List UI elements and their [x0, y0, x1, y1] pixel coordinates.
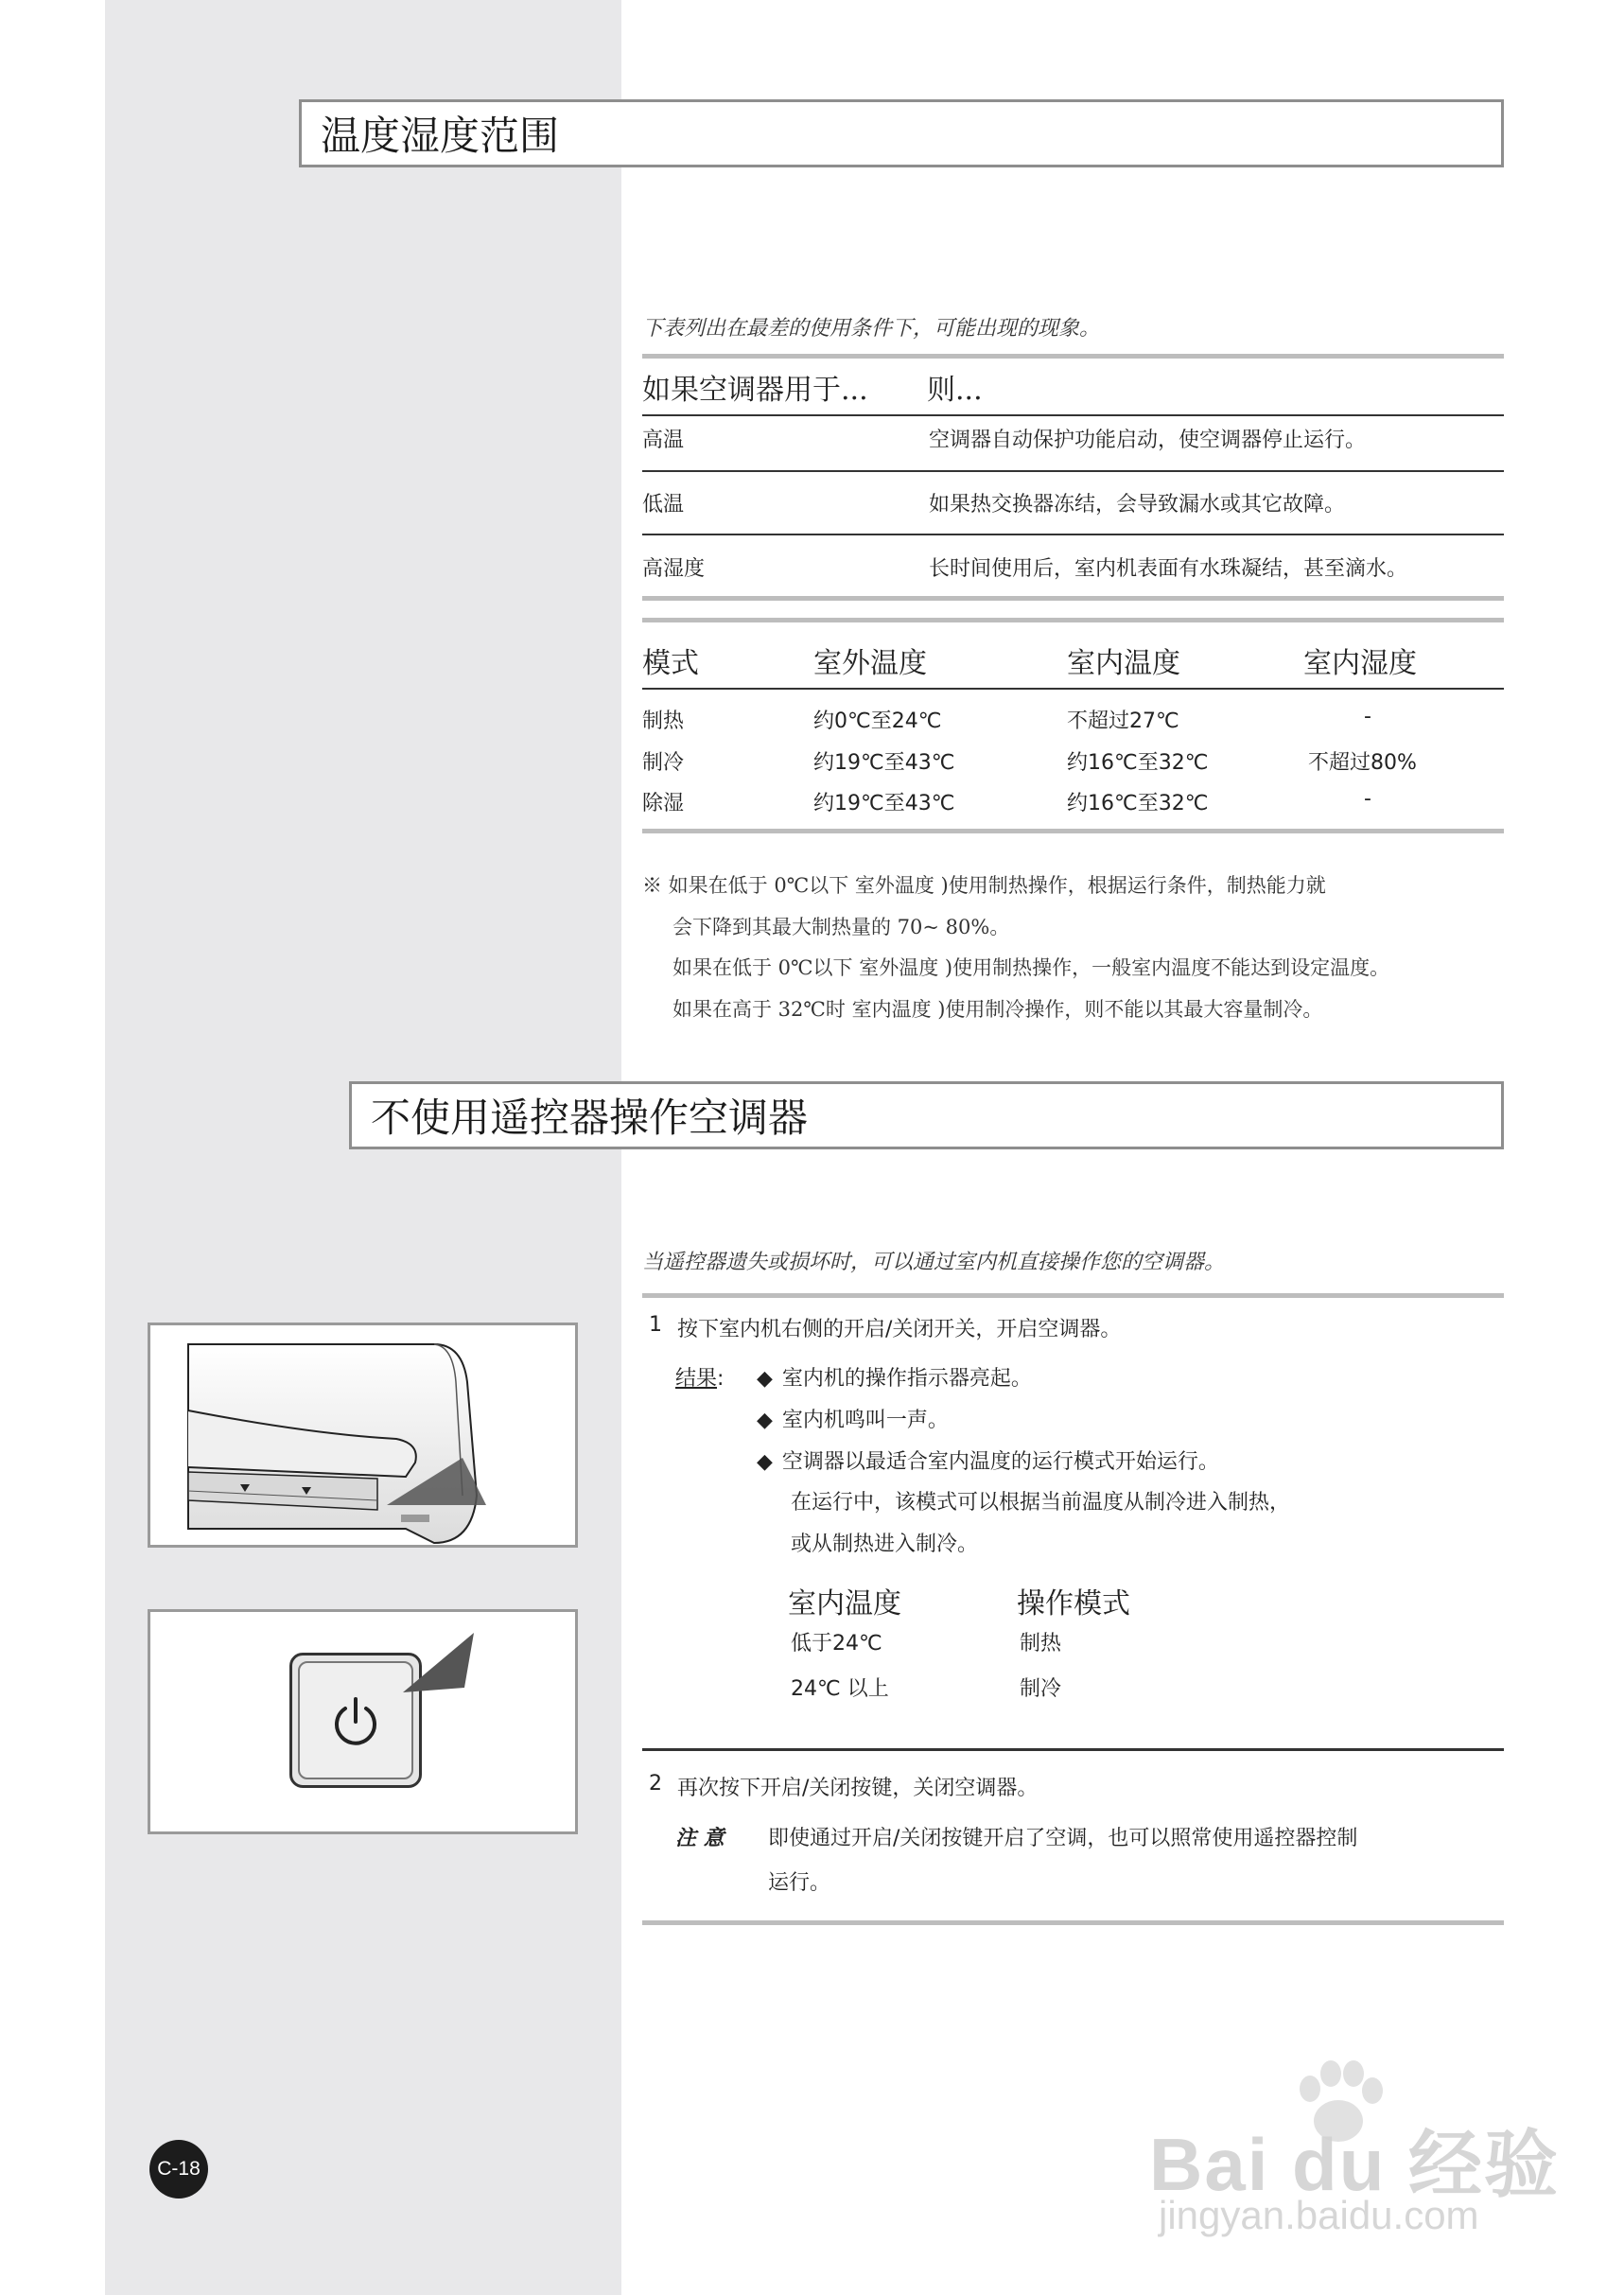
step2-top-rule: [642, 1748, 1504, 1751]
table2-cell: -: [1364, 787, 1371, 811]
section-intro: 当遥控器遗失或损坏时，可以通过室内机直接操作您的空调器。: [642, 1251, 1226, 1274]
table2-cell: 约19℃至43℃: [813, 751, 955, 775]
pointer-arrow-icon: [389, 1631, 483, 1726]
step2-text: 再次按下开启/关闭按键，关闭空调器。: [677, 1777, 1039, 1800]
result-bullet-text: 空调器以最适合室内温度的运行模式开始运行。: [781, 1450, 1219, 1474]
note-line: 如果在低于 0℃以下 室外温度 )使用制热操作，一般室内温度不能达到设定温度。: [672, 956, 1390, 979]
step2-number: 2: [649, 1772, 662, 1796]
table2-header: 模式: [642, 647, 699, 680]
table2-cell: -: [1364, 705, 1371, 728]
table1-cell: 低温: [642, 493, 685, 517]
step1-number: 1: [649, 1313, 662, 1337]
section-title: 不使用遥控器操作空调器: [371, 1095, 809, 1141]
bullet-diamond-icon: ◆: [757, 1367, 773, 1391]
note-line: 即使通过开启/关闭按键开启了空调，也可以照常使用遥控器控制: [768, 1827, 1358, 1850]
table2-header-rule: [642, 688, 1504, 690]
mode-table-header: 操作模式: [1017, 1587, 1130, 1621]
table2-top-rule: [642, 618, 1504, 622]
section-title-box-temperature: [299, 99, 1504, 167]
step2-bottom-rule: [642, 1920, 1504, 1925]
mode-table-cell: 低于24℃: [791, 1632, 882, 1656]
result-bullet-text: 室内机鸣叫一声。: [781, 1409, 949, 1432]
note-line: 运行。: [768, 1871, 831, 1895]
result-label: [675, 1362, 724, 1392]
table1-bottom-rule: [642, 596, 1504, 601]
result-extra: 在运行中，该模式可以根据当前温度从制冷进入制热，: [791, 1491, 1291, 1515]
result-bullet: [757, 1445, 1219, 1475]
step1-text: 按下室内机右侧的开启/关闭开关，开启空调器。: [677, 1318, 1122, 1341]
result-label-text: 结果: [675, 1367, 718, 1391]
table1-header-condition: 如果空调器用于...: [642, 374, 868, 407]
mode-table-cell: 制热: [1020, 1632, 1062, 1656]
indoor-unit-illustration: [148, 1323, 578, 1548]
table1-cell: 高温: [642, 429, 685, 452]
step1-top-rule: [642, 1293, 1504, 1298]
table1-cell: 如果热交换器冻结，会导致漏水或其它故障。: [929, 493, 1346, 517]
table1-cell: 空调器自动保护功能启动，使空调器停止运行。: [929, 429, 1367, 452]
table2-header: 室内湿度: [1303, 647, 1417, 680]
note-label: 注 意: [675, 1827, 725, 1850]
section-title: 温度湿度范围: [321, 113, 560, 159]
result-bullet: [757, 1362, 1032, 1392]
table2-header: 室外温度: [813, 647, 927, 680]
result-label-colon: :: [717, 1367, 725, 1391]
section-title-box-manual-operation: [349, 1081, 1504, 1149]
table-top-rule: [642, 354, 1504, 359]
mode-table-cell: 24℃ 以上: [791, 1677, 889, 1701]
table1-cell: 高湿度: [642, 557, 706, 581]
note-line: 如果在高于 32℃时 室内温度 )使用制冷操作，则不能以其最大容量制冷。: [672, 998, 1323, 1021]
table2-cell: 除湿: [642, 792, 685, 815]
table1-header-rule: [642, 414, 1504, 416]
table2-cell: 制冷: [642, 751, 685, 775]
mode-table-cell: 制冷: [1020, 1677, 1062, 1701]
table2-cell: 制热: [642, 710, 685, 733]
bullet-diamond-icon: ◆: [757, 1450, 773, 1474]
result-bullet-text: 室内机的操作指示器亮起。: [781, 1367, 1032, 1391]
note-line: ※ 如果在低于 0℃以下 室外温度 )使用制热操作，根据运行条件，制热能力就: [642, 874, 1326, 897]
watermark-brand: Bai du 经验: [1149, 2123, 1561, 2206]
table2-cell: 不超过27℃: [1067, 710, 1179, 733]
table2-cell: 不超过80%: [1308, 751, 1417, 775]
table2-header: 室内温度: [1067, 647, 1180, 680]
bullet-diamond-icon: ◆: [757, 1409, 773, 1432]
table1-row-rule: [642, 534, 1504, 535]
power-icon: [327, 1693, 384, 1750]
page-number-badge: C-18: [149, 2140, 208, 2199]
indoor-unit-drawing: [150, 1325, 575, 1545]
table1-row-rule: [642, 470, 1504, 472]
watermark-url: jingyan.baidu.com: [1159, 2193, 1479, 2237]
mode-table-header: 室内温度: [788, 1587, 901, 1621]
table2-cell: 约19℃至43℃: [813, 792, 955, 815]
table2-cell: 约16℃至32℃: [1067, 751, 1209, 775]
table2-cell: 约0℃至24℃: [813, 710, 942, 733]
power-button-illustration: [148, 1609, 578, 1834]
table1-cell: 长时间使用后，室内机表面有水珠凝结，甚至滴水。: [929, 557, 1408, 581]
table2-cell: 约16℃至32℃: [1067, 792, 1209, 815]
section-intro: 下表列出在最差的使用条件下，可能出现的现象。: [642, 317, 1101, 341]
result-bullet: [757, 1404, 949, 1433]
note-line: 会下降到其最大制热量的 70~ 80%。: [672, 916, 1010, 938]
table1-header-result: 则...: [927, 374, 983, 407]
result-extra: 或从制热进入制冷。: [791, 1533, 979, 1556]
table2-bottom-rule: [642, 829, 1504, 833]
